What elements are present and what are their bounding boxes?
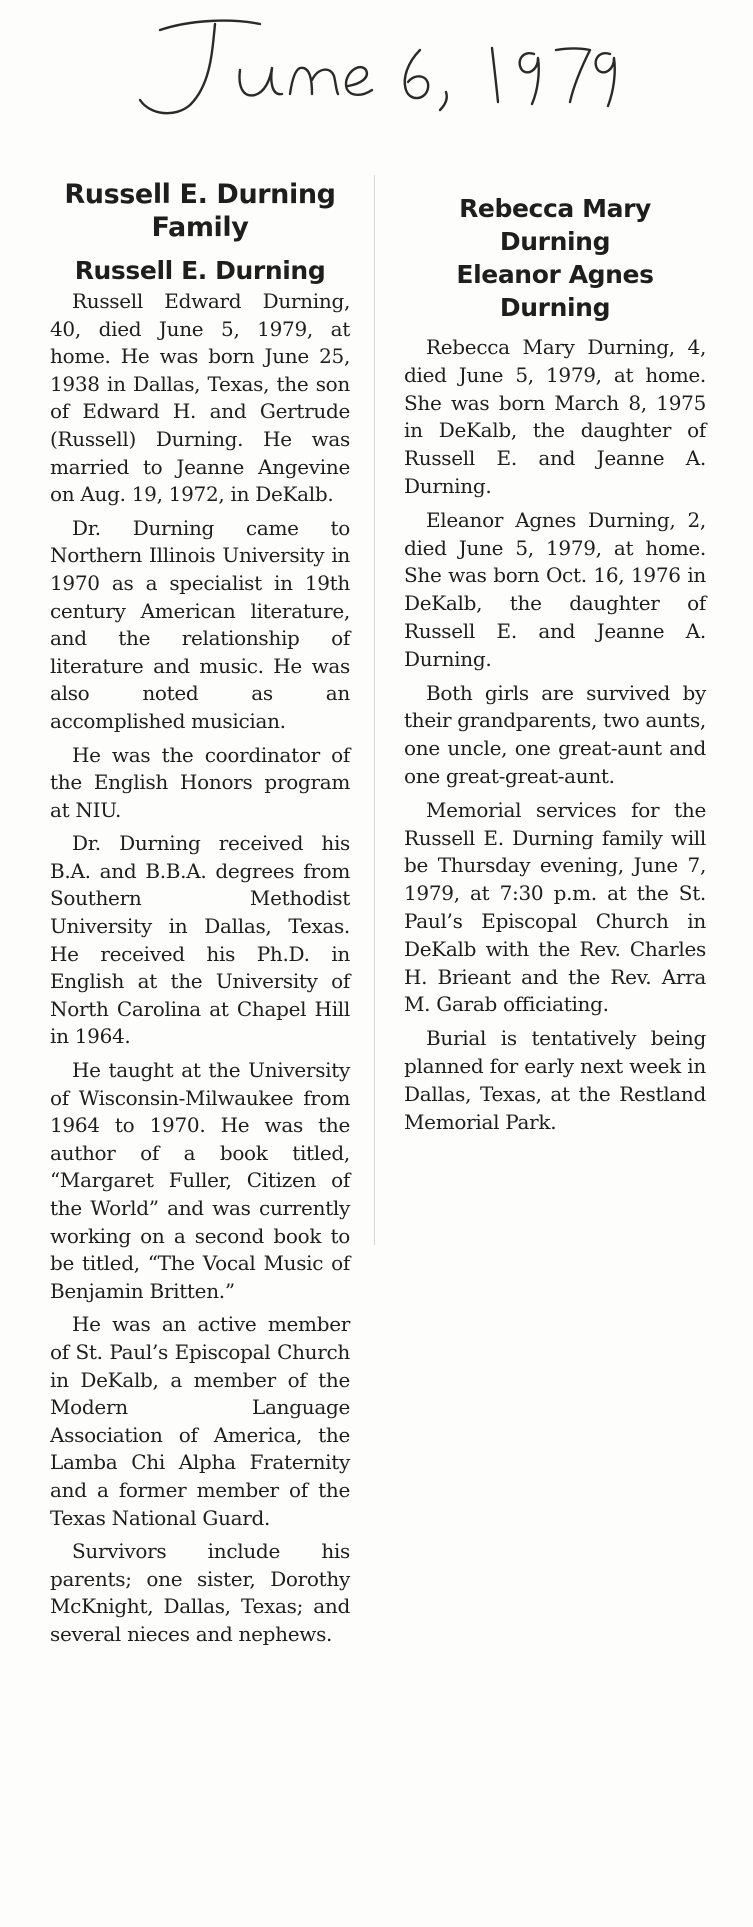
right-headline-line-4: Durning <box>499 293 611 322</box>
right-paragraph-2: Eleanor Agnes Durning, 2, died June 5, 1979, at home. She was born Oct. 16, 1976 in DeKalb, the daughter of Russell E. and Jeanne A. Durning. <box>404 507 706 671</box>
left-paragraph-5: He taught at the University of Wisconsin-Milwaukee from 1964 to 1970. He was the author of a book titled, “Margaret Fuller, Citizen of the World” and was currently working on a second book to be titled, “The Vocal Music of Benjamin Britten.” <box>50 1058 350 1303</box>
right-headline-line-3: Eleanor Agnes <box>456 260 654 289</box>
obituary-subhead: Russell E. Durning <box>74 256 326 285</box>
right-paragraph-4: Memorial services for the Russell E. Durning family will be Thursday evening, June 7, 1979, at 7:30 p.m. at the St. Paul’s Episcopal Church in DeKalb with the Rev. Charles H. Brieant and the Rev. Arra M. Garab officiating. <box>404 797 706 1017</box>
right-paragraph-1: Rebecca Mary Durning, 4, died June 5, 1979, at home. She was born March 8, 1975 in DeKalb, the daughter of Russell E. and Jeanne A. Durning. <box>404 335 706 498</box>
obituary-headline: Russell E. Durning Family <box>64 179 336 243</box>
handwritten-date-signature <box>120 10 620 130</box>
right-paragraph-5: Burial is tentatively being planned for early next week in Dallas, Texas, at the Restland Memorial Park. <box>404 1026 706 1134</box>
left-paragraph-2: Dr. Durning came to Northern Illinois University in 1970 as a specialist in 19th century American literature, and the relationship of literature and music. He was also noted as an accomplished musician. <box>50 515 350 733</box>
right-headline-line-2: Durning <box>499 227 611 256</box>
left-paragraph-4: Dr. Durning received his B.A. and B.B.A. degrees from Southern Methodist University in Dallas, Texas. He received his Ph.D. in English at the University of North Carolina at Chapel Hill in 1964. <box>50 831 350 1049</box>
left-column <box>50 178 350 1655</box>
right-column <box>404 192 706 1142</box>
left-paragraph-1: Russell Edward Durning, 40, died June 5, 1979, at home. He was born June 25, 1938 in Dallas, Texas, the son of Edward H. and Gertrude (Russell) Durning. He was married to Jeanne Angevine on Aug. 19, 1972, in DeKalb. <box>50 289 350 507</box>
column-divider <box>374 175 375 1245</box>
left-paragraph-6: He was an active member of St. Paul’s Episcopal Church in DeKalb, a member of the Modern Language Association of America, the Lamba Chi Alpha Fraternity and a former member of the Texas National Guard. <box>50 1312 350 1530</box>
right-headline-line-1: Rebecca Mary <box>459 194 651 223</box>
left-paragraph-3: He was the coordinator of the English Honors program at NIU. <box>50 742 350 822</box>
left-paragraph-7: Survivors include his parents; one sister, Dorothy McKnight, Dallas, Texas; and several nieces and nephews. <box>50 1539 350 1646</box>
handwritten-date <box>120 10 620 130</box>
right-paragraph-3: Both girls are survived by their grandparents, two aunts, one uncle, one great-aunt and one great-great-aunt. <box>404 680 706 788</box>
